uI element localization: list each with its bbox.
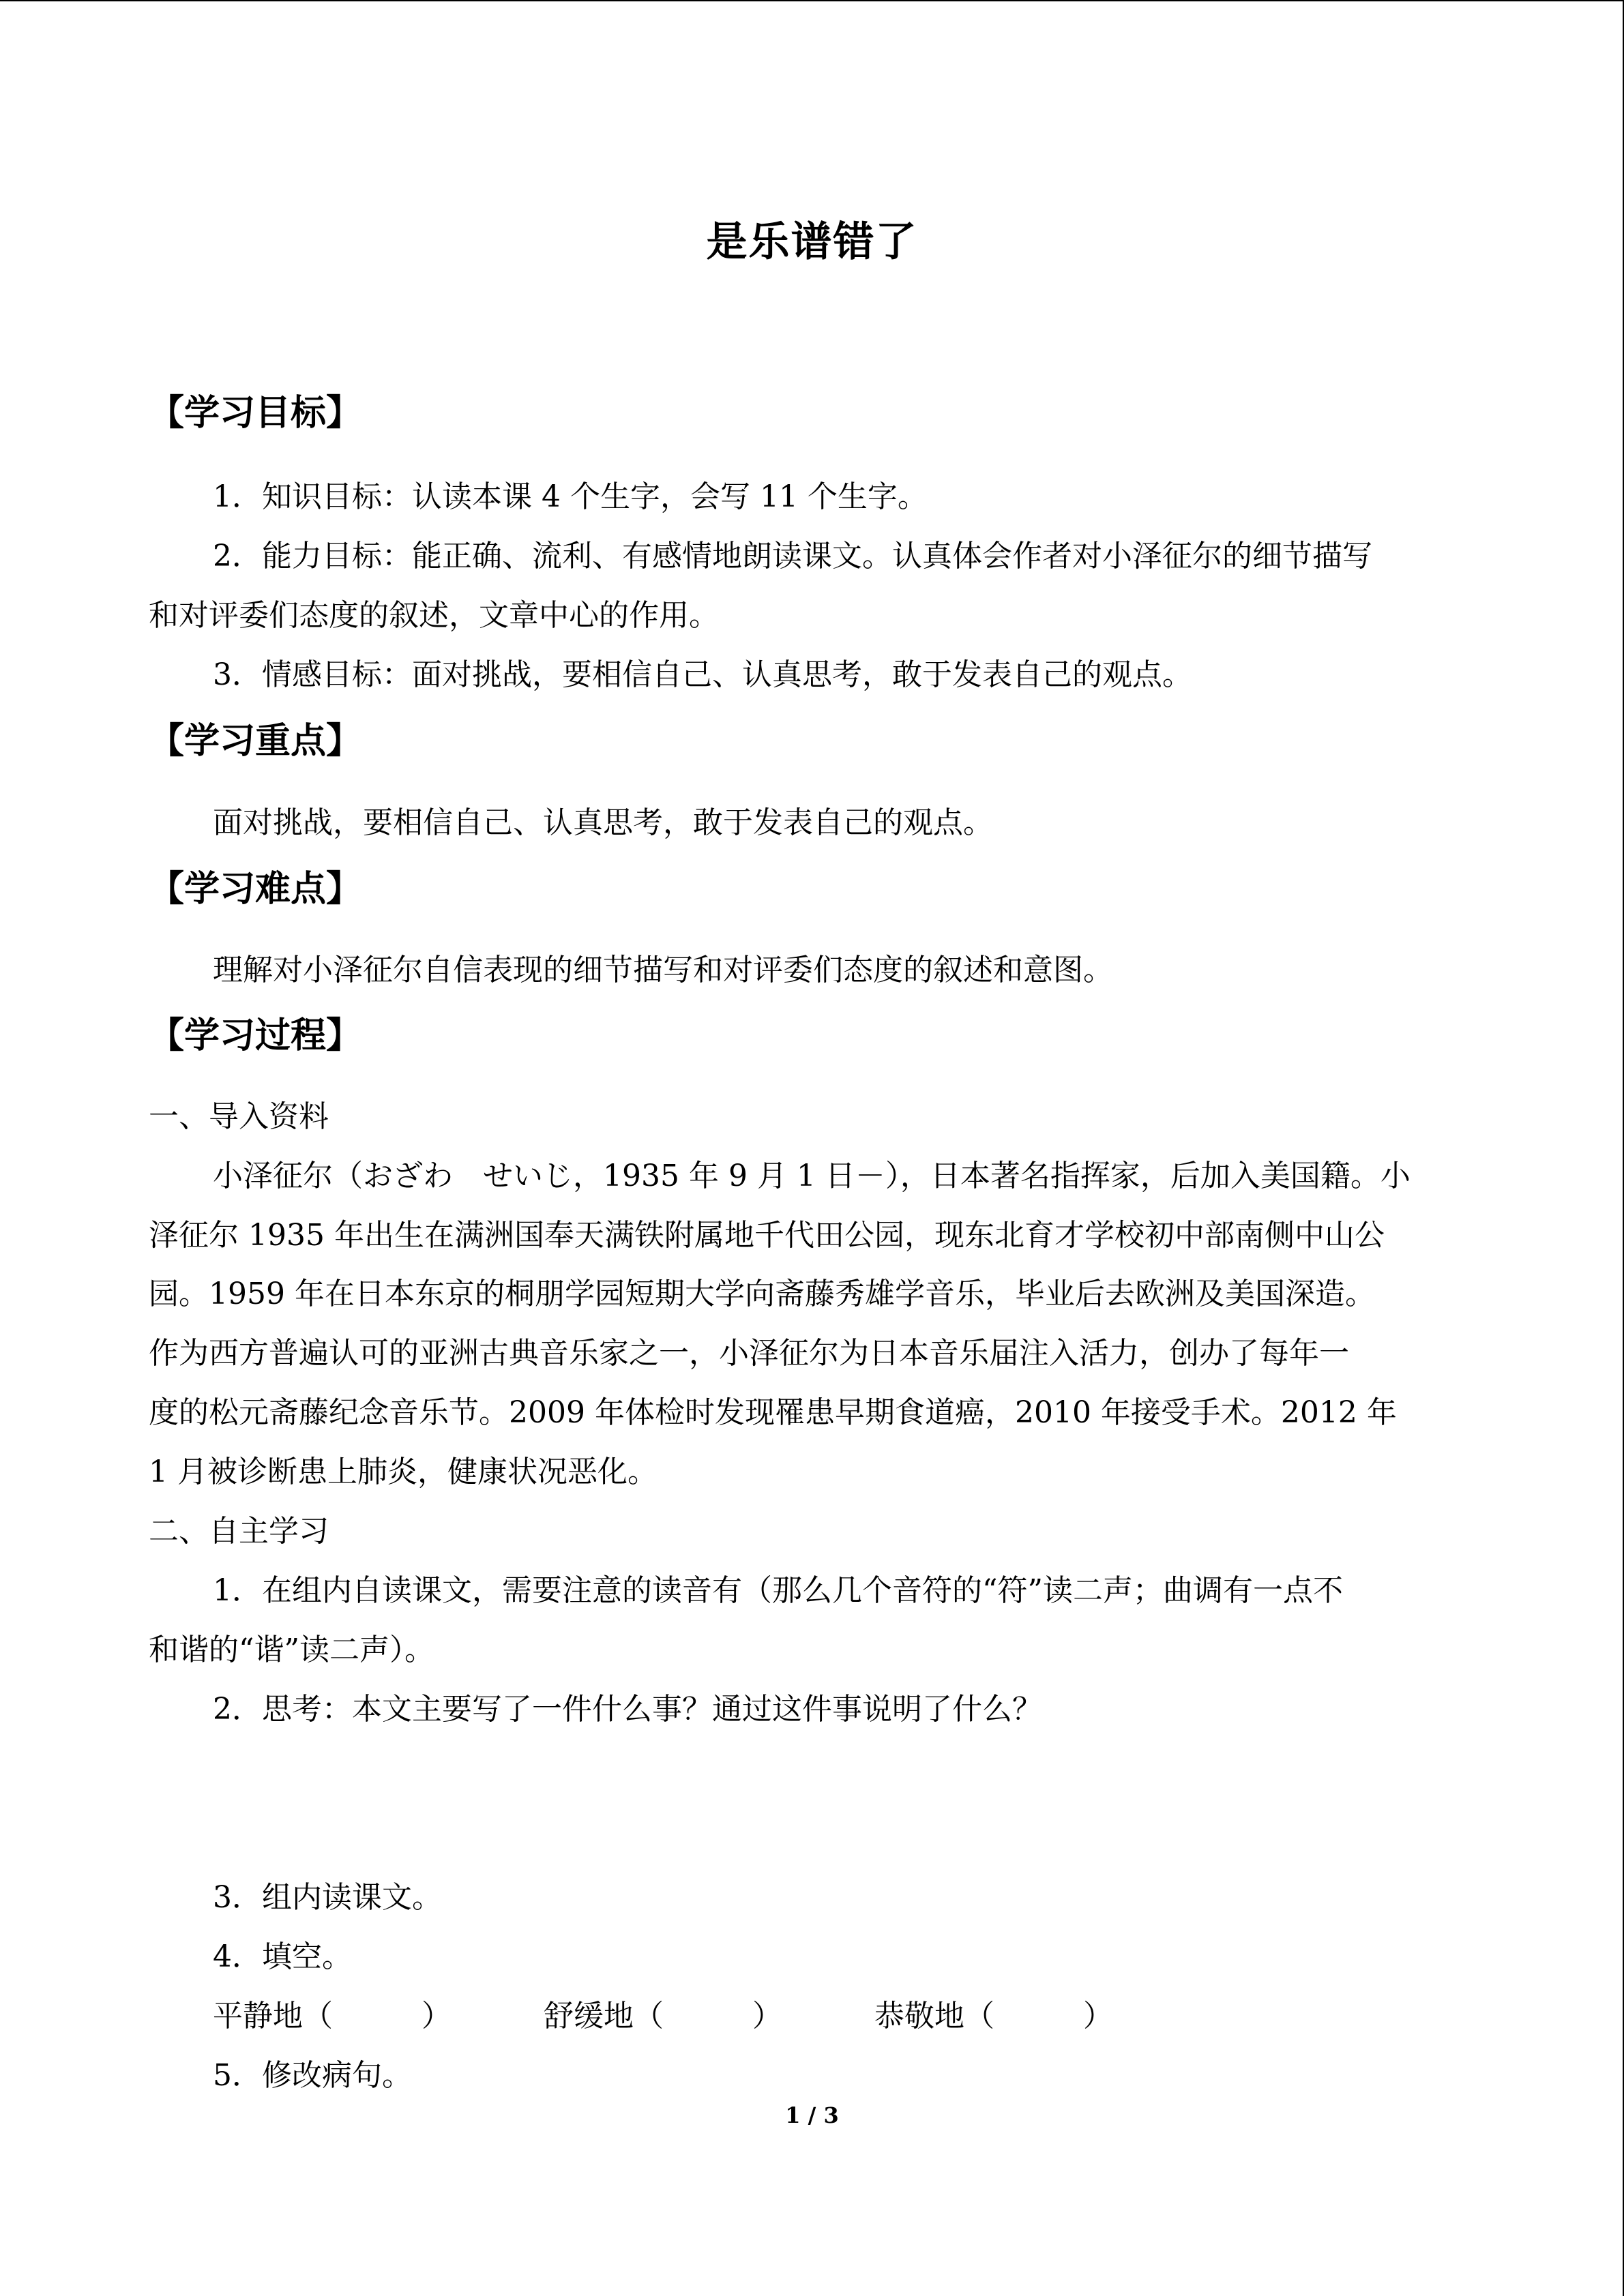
part1-paragraph-line: 泽征尔 1935 年出生在满洲国奉天满铁附属地千代田公园，现东北育才学校初中部南侧中山公 bbox=[149, 1218, 1385, 1253]
goal-item-3: 3．情感目标：面对挑战，要相信自己、认真思考，敢于发表自己的观点。 bbox=[213, 657, 1192, 692]
question-1-line-2: 和谐的“谐”读二声）。 bbox=[149, 1632, 434, 1667]
heading-goals: 【学习目标】 bbox=[149, 393, 362, 434]
part1-paragraph-line: 园。1959 年在日本东京的桐朋学园短期大学向斋藤秀雄学音乐，毕业后去欧洲及美国深造。 bbox=[149, 1277, 1375, 1311]
question-1-line-1: 1．在组内自读课文，需要注意的读音有（那么几个音符的“符”读二声；曲调有一点不 bbox=[213, 1573, 1343, 1608]
fill-blank-item: 恭敬地（ ） bbox=[874, 1999, 1113, 2033]
page-title: 是乐谱错了 bbox=[706, 218, 918, 266]
question-4: 4．填空。 bbox=[213, 1939, 352, 1974]
key-points-text: 面对挑战，要相信自己、认真思考，敢于发表自己的观点。 bbox=[213, 805, 993, 840]
part1-paragraph-line: 作为西方普遍认可的亚洲古典音乐家之一，小泽征尔为日本音乐届注入活力，创办了每年一 bbox=[149, 1336, 1349, 1371]
fill-blank-item: 舒缓地（ ） bbox=[544, 1999, 782, 2033]
fill-blank-item: 平静地（ ） bbox=[213, 1999, 452, 2033]
part1-paragraph-line: 1 月被诊断患上肺炎，健康状况恶化。 bbox=[149, 1455, 658, 1489]
heading-key-points: 【学习重点】 bbox=[149, 721, 362, 762]
fill-blank-row bbox=[213, 1996, 1205, 2037]
heading-process: 【学习过程】 bbox=[149, 1015, 362, 1056]
question-2: 2．思考：本文主要写了一件什么事？通过这件事说明了什么？ bbox=[213, 1692, 1042, 1727]
question-3: 3．组内读课文。 bbox=[213, 1880, 442, 1915]
part1-title: 一、导入资料 bbox=[149, 1099, 329, 1134]
part2-title: 二、自主学习 bbox=[149, 1514, 329, 1549]
question-5: 5．修改病句。 bbox=[213, 2058, 412, 2093]
goal-item-1: 1．知识目标：认读本课 4 个生字，会写 11 个生字。 bbox=[213, 479, 928, 514]
heading-difficulty: 【学习难点】 bbox=[149, 869, 362, 910]
part1-paragraph-line: 度的松元斋藤纪念音乐节。2009 年体检时发现罹患早期食道癌，2010 年接受手术。2012 年 bbox=[149, 1395, 1397, 1430]
part1-paragraph-line: 小泽征尔（おざわ せいじ，1935 年 9 月 1 日－），日本著名指挥家，后加入美国籍。小 bbox=[213, 1159, 1411, 1193]
difficulty-text: 理解对小泽征尔自信表现的细节描写和对评委们态度的叙述和意图。 bbox=[213, 953, 1113, 987]
goal-item-2-line-2: 和对评委们态度的叙述，文章中心的作用。 bbox=[149, 598, 719, 633]
page-number: 1 / 3 bbox=[785, 2102, 839, 2128]
goal-item-2-line-1: 2．能力目标：能正确、流利、有感情地朗读课文。认真体会作者对小泽征尔的细节描写 bbox=[213, 539, 1372, 573]
